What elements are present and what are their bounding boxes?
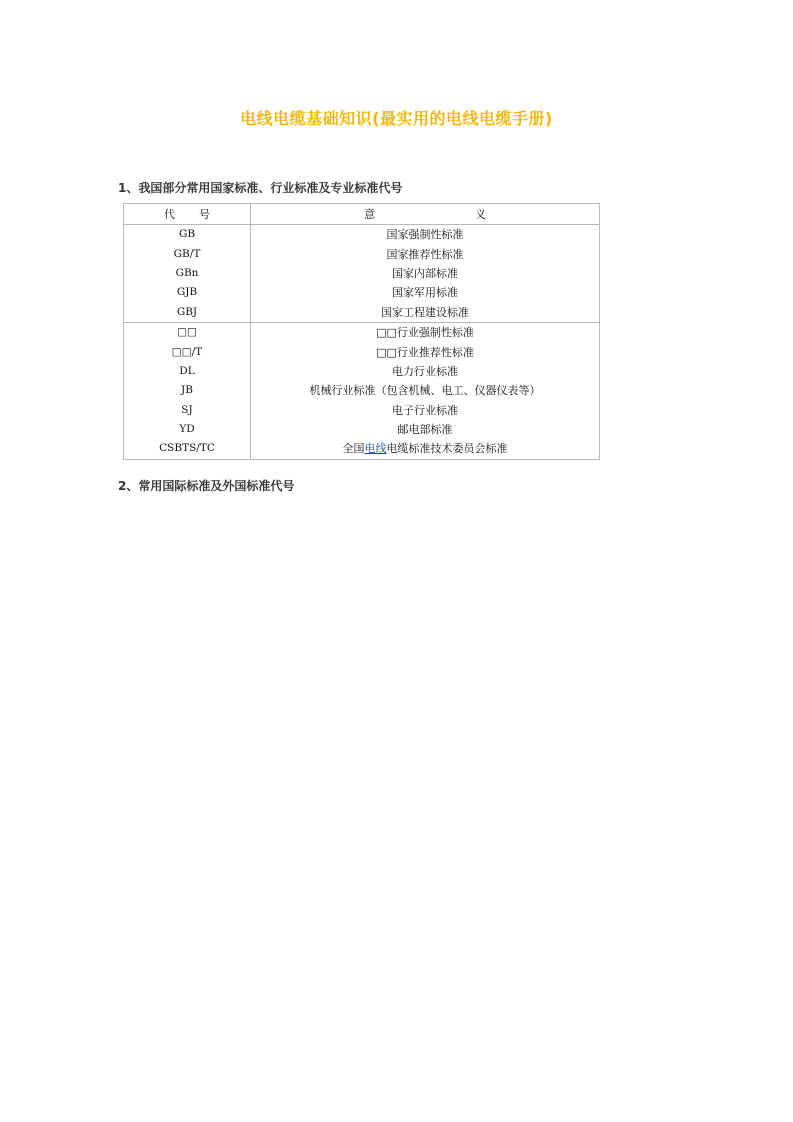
meaning-cell: 国家强制性标准 xyxy=(251,225,600,245)
code-cell: □□/T xyxy=(124,342,251,361)
table-row xyxy=(124,420,600,439)
table-row xyxy=(124,439,600,459)
meaning-cell: □□行业推荐性标准 xyxy=(251,342,600,361)
meaning-cell: □□行业强制性标准 xyxy=(251,322,600,342)
page-title: 电线电缆基础知识(最实用的电线电缆手册) xyxy=(240,109,553,128)
meaning-cell xyxy=(251,439,600,459)
code-cell: YD xyxy=(124,420,251,439)
section-heading-2: 2、常用国际标准及外国标准代号 xyxy=(118,479,295,493)
section-heading-1: 1、我国部分常用国家标准、行业标准及专业标准代号 xyxy=(118,181,403,195)
meaning-cell: 国家内部标准 xyxy=(251,264,600,283)
code-cell: SJ xyxy=(124,401,251,420)
table-row xyxy=(124,342,600,361)
header-meaning: 意 义 xyxy=(251,204,600,225)
table-row xyxy=(124,303,600,323)
table-row xyxy=(124,401,600,420)
table-row xyxy=(124,264,600,283)
code-cell: DL xyxy=(124,362,251,381)
code-cell: GBn xyxy=(124,264,251,283)
code-cell: CSBTS/TC xyxy=(124,439,251,459)
code-cell: □□ xyxy=(124,322,251,342)
code-cell: GB/T xyxy=(124,244,251,263)
code-cell: GB xyxy=(124,225,251,245)
meaning-cell: 电力行业标准 xyxy=(251,362,600,381)
table-row xyxy=(124,381,600,400)
wire-link[interactable]: 电线 xyxy=(364,442,387,456)
code-cell: GJB xyxy=(124,283,251,302)
meaning-cell: 邮电部标准 xyxy=(251,420,600,439)
meaning-prefix: 全国 xyxy=(342,442,365,456)
table-header-row xyxy=(124,204,600,225)
code-cell: GBJ xyxy=(124,303,251,323)
table-row xyxy=(124,244,600,263)
code-cell: JB xyxy=(124,381,251,400)
meaning-cell: 电子行业标准 xyxy=(251,401,600,420)
meaning-cell: 国家军用标准 xyxy=(251,283,600,302)
meaning-suffix: 电缆标准技术委员会标准 xyxy=(386,442,508,456)
meaning-cell: 机械行业标准（包含机械、电工、仪器仪表等） xyxy=(251,381,600,400)
table-row xyxy=(124,322,600,342)
table-row xyxy=(124,225,600,245)
meaning-cell: 国家推荐性标准 xyxy=(251,244,600,263)
meaning-cell: 国家工程建设标准 xyxy=(251,303,600,323)
table-row xyxy=(124,283,600,302)
standards-table xyxy=(123,203,600,460)
table-row xyxy=(124,362,600,381)
header-code: 代 号 xyxy=(124,204,251,225)
